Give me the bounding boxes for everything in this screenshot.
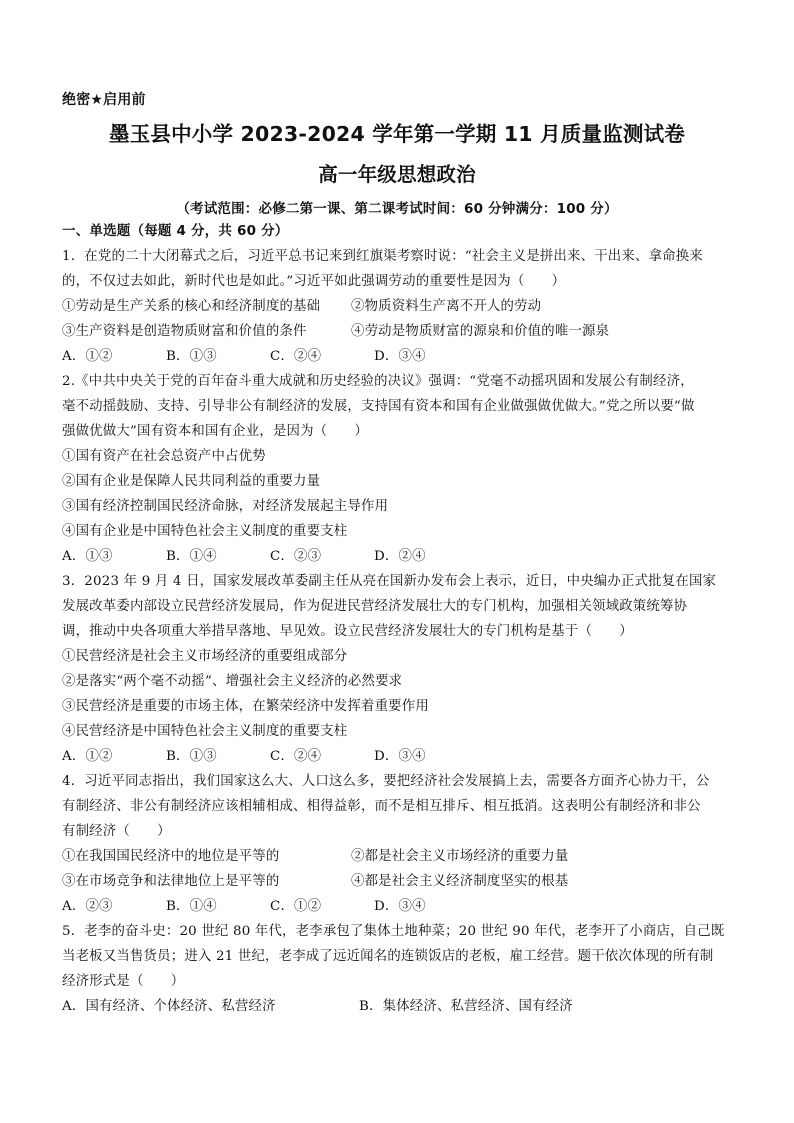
choice-c: C．②④	[270, 749, 322, 764]
q3-stem-line: 3．2023 年 9 月 4 日，国家发展改革委副主任从亮在国新办发布会上表示，近日，中央编办正式批复在国家	[62, 574, 717, 589]
section-heading: 一、单选题（每题 4 分，共 60 分）	[62, 223, 289, 239]
choice-a: A．②③	[62, 899, 113, 914]
q2-statement: ④国有企业是中国特色社会主义制度的重要支柱	[62, 524, 348, 539]
q4-statement: ②都是社会主义市场经济的重要力量	[351, 849, 569, 864]
q2-statement: ①国有资产在社会总资产中占优势	[62, 449, 266, 464]
confidential-label: 绝密★启用前	[62, 92, 146, 108]
q2-choices	[62, 547, 732, 567]
choice-a: A．国有经济、个体经济、私营经济	[62, 999, 276, 1014]
q3-statement: ②是落实“两个毫不动摇”、增强社会主义经济的必然要求	[62, 674, 403, 689]
q5-stem-line: 当老板又当售货员；进入 21 世纪，老李成了远近闻名的连锁饭店的老板，雇工经营。题干依次体现的所有制	[62, 949, 714, 964]
q1-statements-row	[62, 322, 732, 342]
choice-d: D．③④	[374, 749, 426, 764]
q4-statements-row	[62, 847, 732, 867]
exam-subtitle: 高一年级思想政治	[318, 163, 476, 186]
q3-statement: ①民营经济是社会主义市场经济的重要组成部分	[62, 649, 348, 664]
choice-b: B．集体经济、私营经济、国有经济	[359, 999, 573, 1014]
choice-c: C．①②	[270, 899, 322, 914]
q3-statement: ③民营经济是重要的市场主体，在繁荣经济中发挥着重要作用	[62, 699, 429, 714]
choice-d: D．③④	[374, 349, 426, 364]
q5-stem-line: 经济形式是（ ）	[62, 974, 185, 989]
exam-title: 墨玉县中小学 2023-2024 学年第一学期 11 月质量监测试卷	[109, 122, 685, 146]
exam-scope: （考试范围：必修二第一课、第二课考试时间：60 分钟满分：100 分）	[176, 201, 618, 217]
q2-stem-line: 2.《中共中央关于党的百年奋斗重大成就和历史经验的决议》强调：“党毫不动摇巩固和发展公有制经济，	[62, 374, 694, 389]
q4-statement: ③在市场竞争和法律地位上是平等的	[62, 874, 280, 889]
q1-statements-row	[62, 297, 732, 317]
q5-choices	[62, 997, 732, 1017]
q4-stem-line: 有制经济、非公有制经济应该相辅相成、相得益彰，而不是相互排斥、相互抵消。这表明公有制经济和非公	[62, 799, 701, 814]
q3-statement: ④民营经济是中国特色社会主义制度的重要支柱	[62, 724, 348, 739]
q2-statement: ③国有经济控制国民经济命脉，对经济发展起主导作用	[62, 499, 389, 514]
choice-a: A．①②	[62, 349, 113, 364]
choice-a: A．①②	[62, 749, 113, 764]
q4-statement: ①在我国国民经济中的地位是平等的	[62, 849, 280, 864]
q4-stem-line: 有制经济（ ）	[62, 824, 171, 839]
q1-statement: ④劳动是物质财富的源泉和价值的唯一源泉	[351, 324, 610, 339]
choice-c: C．②④	[270, 349, 322, 364]
q1-stem-line: 的，不仅过去如此，新时代也是如此。”习近平如此强调劳动的重要性是因为（ ）	[62, 274, 566, 289]
q2-statement: ②国有企业是保障人民共同利益的重要力量	[62, 474, 321, 489]
q5-stem-line: 5．老李的奋斗史：20 世纪 80 年代，老李承包了集体土地种菜；20 世纪 90 年代，老李开了小商店，自己既	[62, 924, 725, 939]
choice-b: B．①③	[166, 749, 217, 764]
choice-a: A．①③	[62, 549, 113, 564]
q1-statement: ②物质资料生产离不开人的劳动	[351, 299, 542, 314]
q4-statement: ④都是社会主义经济制度坚实的根基	[351, 874, 569, 889]
choice-b: B．①③	[166, 349, 217, 364]
choice-b: B．①④	[166, 899, 217, 914]
q1-stem-line: 1．在党的二十大闭幕式之后，习近平总书记来到红旗渠考察时说：“社会主义是拼出来、干出来、拿命换来	[62, 249, 703, 264]
q2-stem-line: 毫不动摇鼓励、支持、引导非公有制经济的发展，支持国有资本和国有企业做强做优做大。”党之所以要“做	[62, 399, 695, 414]
choice-d: D．②④	[374, 549, 426, 564]
choice-c: C．②③	[270, 549, 322, 564]
choice-b: B．①④	[166, 549, 217, 564]
q4-statements-row	[62, 872, 732, 892]
q4-stem-line: 4．习近平同志指出，我们国家这么大、人口这么多，要把经济社会发展搞上去，需要各方面齐心协力干，公	[62, 774, 710, 789]
q1-statement: ③生产资料是创造物质财富和价值的条件	[62, 324, 307, 339]
q2-stem-line: 强做优做大”国有资本和国有企业，是因为（ ）	[62, 424, 369, 439]
q4-choices	[62, 897, 732, 917]
q1-statement: ①劳动是生产关系的核心和经济制度的基础	[62, 299, 321, 314]
q1-choices	[62, 347, 732, 367]
q3-stem-line: 发展改革委内部设立民营经济发展局，作为促进民营经济发展壮大的专门机构，加强相关领域政策统筹协	[62, 599, 688, 614]
q3-choices	[62, 747, 732, 767]
q3-stem-line: 调，推动中央各项重大举措早落地、早见效。设立民营经济发展壮大的专门机构是基于（ ）	[62, 624, 633, 639]
choice-d: D．③④	[374, 899, 426, 914]
